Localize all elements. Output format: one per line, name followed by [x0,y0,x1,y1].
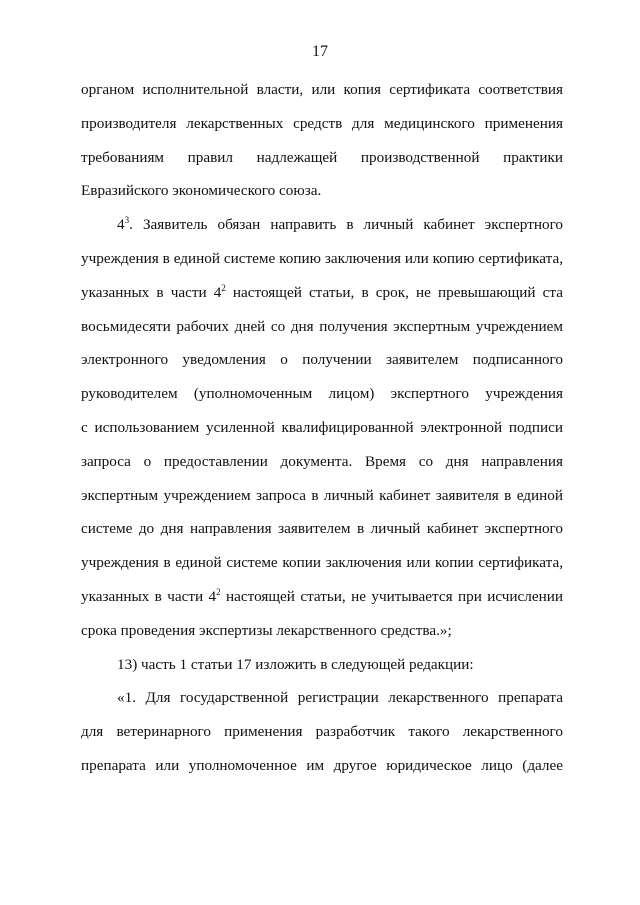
text-line: учреждения в единой системе копию заключения или копию сертификата, [81,249,563,267]
page-number: 17 [312,43,328,60]
text-segment: настоящей статьи, в срок, не превышающий ста [232,283,563,301]
text-line: «1. Для государственной регистрации лекарственного препарата [117,689,563,707]
item-number: 4 [117,216,125,234]
text-line: с использованием усиленной квалифицированной электронной подписи [81,418,563,436]
text-line: учреждения в единой системе копии заключения или копии сертификата, [81,554,563,572]
text-line: системе до дня направления заявителем в личный кабинет экспертного [81,520,563,538]
text-line: $4^3$. Заявитель обязан направить в личный кабинет экспертного [117,215,564,234]
text-line: Евразийского экономического союза. [81,182,322,200]
document-body [81,73,563,783]
text-line: восьмидесяти рабочих дней со дня получения экспертным учреждением [81,317,563,335]
text-line: требованиям правил надлежащей производственной практики [81,148,563,166]
part-reference: указанных в части 4 [81,283,222,301]
text-segment: настоящей статьи, не учитывается при исчислении [226,587,564,605]
text-line [81,580,563,614]
text-line: запроса о предоставлении документа. Время со дня направления [81,452,563,470]
text-segment: Заявитель обязан направить в личный кабинет экспертного [142,216,564,234]
part-superscript: 2 [216,586,221,597]
text-line: срока проведения экспертизы лекарственного средства.»; [81,621,452,639]
text-line: препарата или уполномоченное им другое юридическое лицо (далее [81,756,563,774]
text-line: производителя лекарственных средств для медицинского применения [81,114,563,132]
text-line: электронного уведомления о получении заявителем подписанного [81,351,563,369]
text-line [81,276,563,310]
text-line: 13) часть 1 статьи 17 изложить в следующей редакции: [117,655,474,673]
item-superscript: 3 [124,215,130,226]
text-line: органом исполнительной власти, или копия сертификата соответствия [81,81,563,98]
text-line: руководителем (уполномоченным лицом) экспертного учреждения [81,385,563,403]
text-line: экспертным учреждением запроса в личный кабинет заявителя в единой [81,486,563,504]
text-line: для ветеринарного применения разработчик такого лекарственного [81,723,563,741]
part-reference: указанных в части 4 [81,587,217,605]
part-superscript: 2 [221,282,226,293]
